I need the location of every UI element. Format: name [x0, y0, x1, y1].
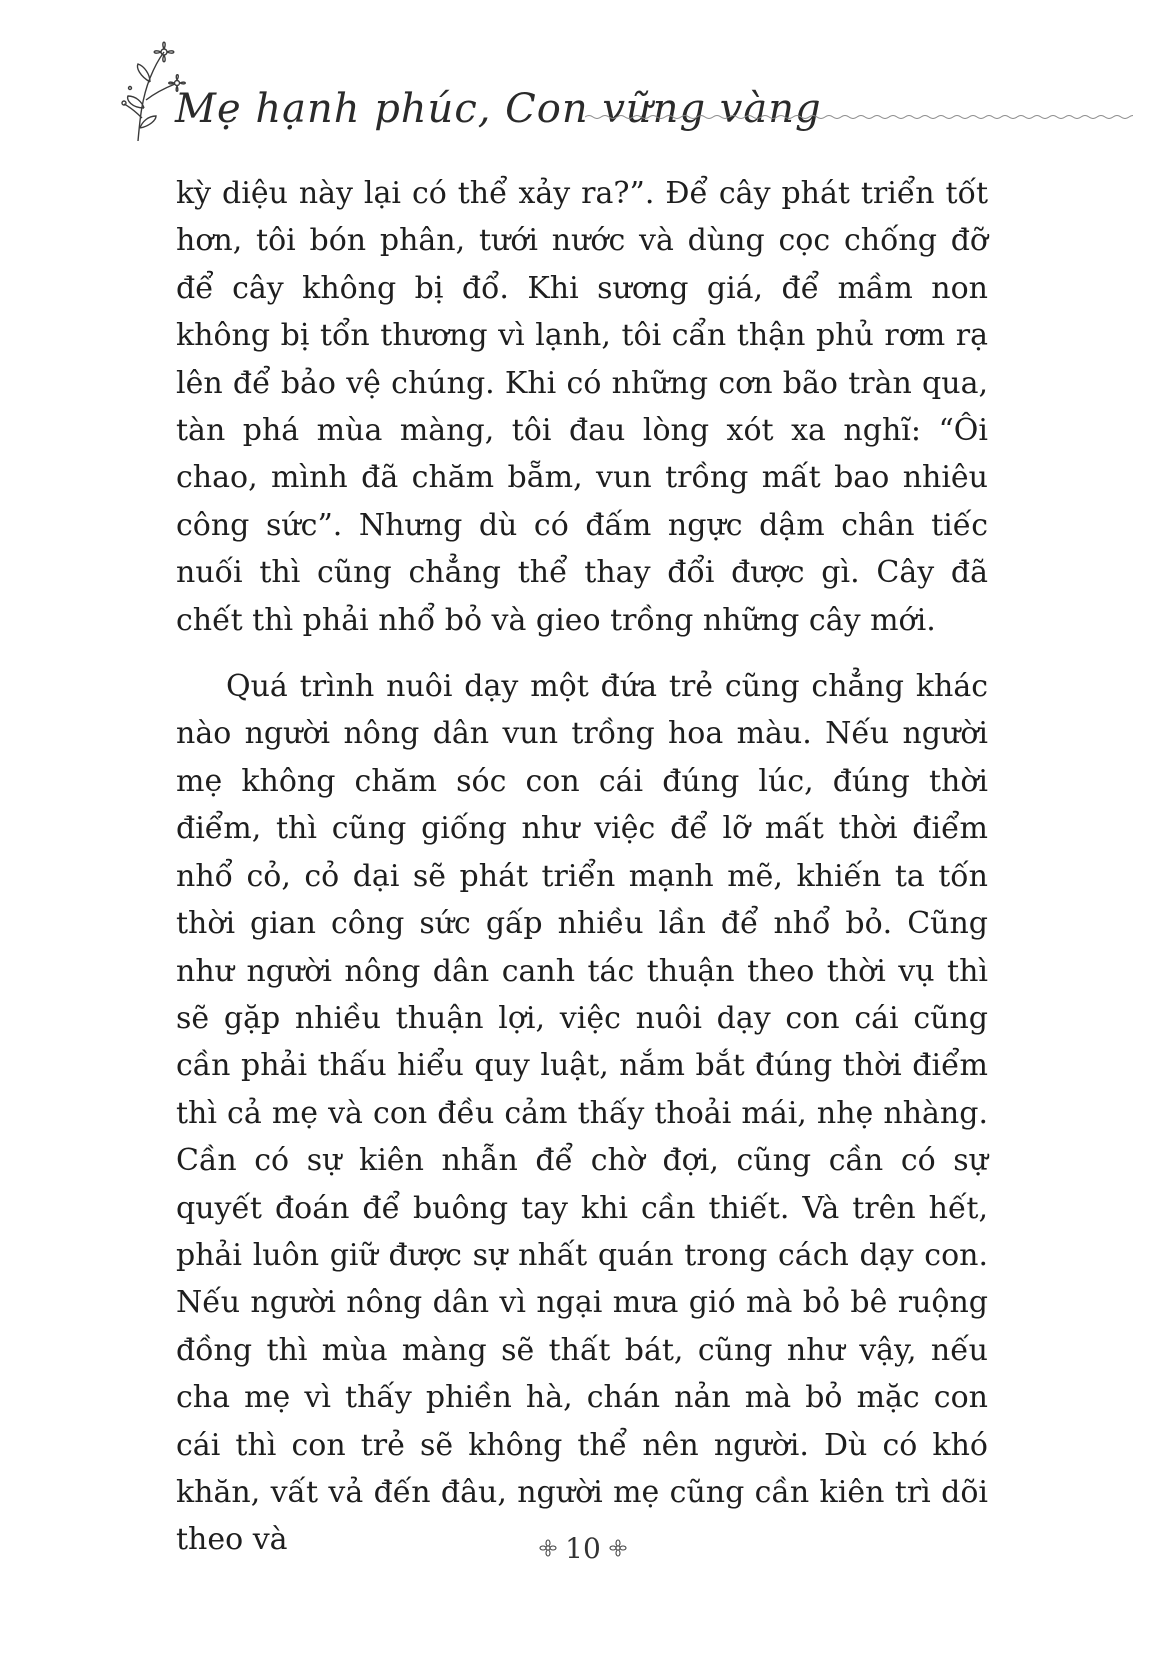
body-text	[176, 170, 988, 1564]
page-number: 10	[565, 1531, 601, 1565]
wavy-header-rule	[585, 110, 1133, 124]
flower-ornament-icon	[539, 1539, 557, 1557]
paragraph: Quá trình nuôi dạy một đứa trẻ cũng chẳng khác nào người nông dân vun trồng hoa màu. Nếu người mẹ không chăm sóc con cái đúng lúc, đúng thời điểm, thì cũng giống như việc để lỡ mất thời điểm nhổ cỏ, cỏ dại sẽ phát triển mạnh mẽ, khiến ta tốn thời gian công sức gấp nhiều lần để nhổ bỏ. Cũng như người nông dân canh tác thuận theo thời vụ thì sẽ gặp nhiều thuận lợi, việc nuôi dạy con cái cũng cần phải thấu hiểu quy luật, nắm bắt đúng thời điểm thì cả mẹ và con đều cảm thấy thoải mái, nhẹ nhàng. Cần có sự kiên nhẫn để chờ đợi, cũng cần có sự quyết đoán để buông tay khi cần thiết. Và trên hết, phải luôn giữ được sự nhất quán trong cách dạy con. Nếu người nông dân vì ngại mưa gió mà bỏ bê ruộng đồng thì mùa màng sẽ thất bát, cũng như vậy, nếu cha mẹ vì thấy phiền hà, chán nản mà bỏ mặc con cái thì con trẻ sẽ không thể nên người. Dù có khó khăn, vất vả đến đâu, người mẹ cũng cần kiên trì dõi theo và	[176, 669, 988, 1558]
paragraph: kỳ diệu này lại có thể xảy ra?”. Để cây phát triển tốt hơn, tôi bón phân, tưới nước và dùng cọc chống đỡ để cây không bị đổ. Khi sương giá, để mầm non không bị tổn thương vì lạnh, tôi cẩn thận phủ rơm rạ lên để bảo vệ chúng. Khi có những cơn bão tràn qua, tàn phá mùa màng, tôi đau lòng xót xa nghĩ: “Ôi chao, mình đã chăm bẵm, vun trồng mất bao nhiêu công sức”. Nhưng dù có đấm ngực dậm chân tiếc nuối thì cũng chẳng thể thay đổi được gì. Cây đã chết thì phải nhổ bỏ và gieo trồng những cây mới.	[176, 176, 988, 638]
page-header	[120, 38, 1140, 148]
page-footer	[0, 1528, 1166, 1568]
running-title: Mẹ hạnh phúc, Con vững vàng	[175, 86, 822, 132]
flower-ornament-icon	[609, 1539, 627, 1557]
